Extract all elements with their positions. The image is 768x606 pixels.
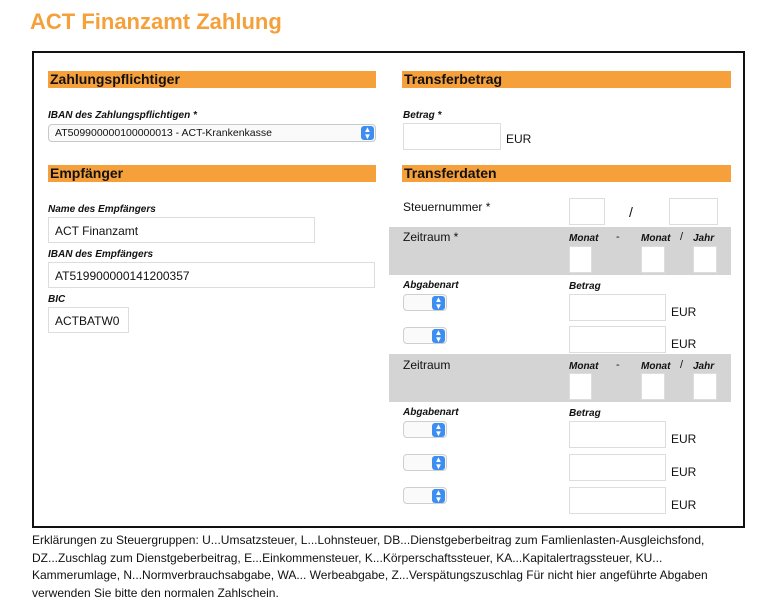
bic-label: BIC (48, 294, 66, 305)
tax-number-separator: / (629, 204, 633, 220)
recipient-heading: Empfänger (48, 165, 376, 182)
period-1-month-to-label: Monat (641, 233, 671, 244)
period-2-tax-type-label: Abgabenart (403, 407, 459, 418)
payment-form (32, 51, 745, 528)
tax-number-label: Steuernummer * (403, 200, 491, 214)
period-2-amount-field-1[interactable] (569, 421, 666, 448)
select-arrows-icon: ▲ ▼ (432, 423, 445, 437)
payer-iban-value: AT509900000100000013 - ACT-Krankenkasse (55, 127, 272, 139)
period-2-tax-type-select-2[interactable] (403, 454, 447, 471)
payer-iban-label: IBAN des Zahlungspflichtigen * (48, 110, 197, 121)
period-2-month-from-label: Monat (569, 361, 599, 372)
period-1-year-label: Jahr (693, 233, 715, 244)
period-2-tax-type-select-1[interactable] (403, 421, 447, 438)
recipient-iban-field[interactable]: AT519900000141200357 (48, 262, 375, 288)
select-arrows-icon: ▲ ▼ (432, 489, 445, 503)
payer-iban-select[interactable] (48, 124, 376, 142)
period-2-year-field[interactable] (693, 373, 717, 400)
select-arrows-icon: ▲ ▼ (361, 126, 374, 140)
period-1-tax-type-select-2[interactable] (403, 327, 447, 344)
transfer-amount-label: Betrag * (403, 110, 442, 121)
period-2-amount-field-3[interactable] (569, 487, 666, 514)
period-1-amount-field-2[interactable] (569, 326, 666, 353)
period-2-month-to-label: Monat (641, 361, 671, 372)
period-1-currency-1: EUR (671, 305, 697, 319)
period-1-label: Zeitraum * (403, 230, 459, 244)
period-1-amount-field-1[interactable] (569, 294, 666, 321)
select-arrows-icon: ▲ ▼ (432, 329, 445, 343)
transfer-data-heading: Transferdaten (402, 165, 731, 182)
transfer-amount-heading: Transferbetrag (402, 71, 731, 88)
period-1-month-to-field[interactable] (641, 246, 665, 273)
recipient-name-field[interactable]: ACT Finanzamt (48, 217, 315, 243)
period-1-amount-label: Betrag (569, 281, 601, 292)
period-1-year-field[interactable] (693, 246, 717, 273)
period-2-month-to-field[interactable] (641, 373, 665, 400)
period-2-label: Zeitraum (403, 358, 451, 372)
period-1-tax-type-select-1[interactable] (403, 294, 447, 311)
recipient-iban-label: IBAN des Empfängers (48, 249, 154, 260)
period-1-slash: / (680, 231, 684, 243)
tax-number-field-2[interactable] (669, 198, 718, 225)
period-2-tax-type-select-3[interactable] (403, 487, 447, 504)
tax-group-footnote: Erklärungen zu Steuergruppen: U...Umsatzsteuer, L...Lohnsteuer, DB...Dienstgeberbeitrag zum Famlienlasten-Ausgleichsfond, DZ...Zuschlag zum Dienstgeberbeitrag, E...Einkommensteuer, K...Körperschaftssteuer, KA...Kapitalertragssteuer, KU... Kammerumlage, N...Normverbrauchsabgabe, WA... Werbeabgabe, Z...Verspätungszuschlag Für nicht hier angeführte Abgaben verwenden Sie bitte den normalen Zahlschein. (32, 533, 708, 600)
tax-number-field-1[interactable] (569, 198, 605, 225)
bic-field[interactable]: ACTBATW0 (48, 307, 129, 333)
period-2-month-from-field[interactable] (569, 373, 592, 400)
period-1-currency-2: EUR (671, 337, 697, 351)
transfer-amount-currency: EUR (506, 132, 532, 146)
select-arrows-icon: ▲ ▼ (432, 456, 445, 470)
period-2-currency-1: EUR (671, 432, 697, 446)
period-1-tax-type-label: Abgabenart (403, 280, 459, 291)
period-2-slash: / (680, 359, 684, 371)
period-2-year-label: Jahr (693, 361, 715, 372)
period-1-month-from-field[interactable] (569, 246, 592, 273)
recipient-name-label: Name des Empfängers (48, 204, 156, 215)
period-2-amount-field-2[interactable] (569, 454, 666, 481)
period-2-dash: - (616, 359, 620, 371)
period-2-currency-2: EUR (671, 465, 697, 479)
page-title: ACT Finanzamt Zahlung (30, 9, 282, 34)
period-2-currency-3: EUR (671, 498, 697, 512)
select-arrows-icon: ▲ ▼ (432, 296, 445, 310)
payer-heading: Zahlungspflichtiger (48, 71, 376, 88)
period-1-month-from-label: Monat (569, 233, 599, 244)
transfer-amount-field[interactable] (403, 123, 501, 150)
period-1-dash: - (616, 231, 620, 243)
period-2-amount-label: Betrag (569, 408, 601, 419)
